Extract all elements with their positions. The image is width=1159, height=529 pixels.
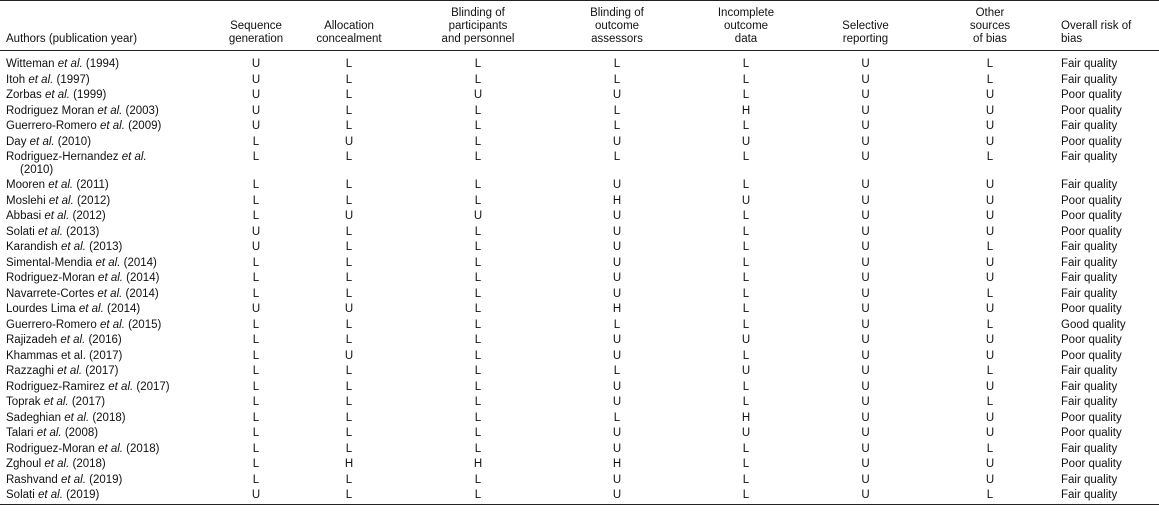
blinding-assessors-cell: U bbox=[612, 179, 622, 191]
author-cell: Abbasi et al. (2012) bbox=[6, 210, 106, 222]
incomplete-outcome-cell: L bbox=[742, 442, 750, 455]
blinding-participants-cell: L bbox=[474, 73, 482, 86]
sequence-generation-cell: L bbox=[252, 365, 260, 377]
blinding-assessors-cell: U bbox=[612, 241, 622, 253]
other-bias-cell: U bbox=[985, 104, 995, 117]
allocation-concealment-cell: L bbox=[345, 411, 353, 424]
incomplete-outcome-cell: U bbox=[741, 334, 751, 346]
overall-risk-cell: Fair quality bbox=[1061, 365, 1118, 377]
other-bias-cell: U bbox=[985, 210, 995, 222]
allocation-concealment-cell: H bbox=[344, 458, 354, 470]
allocation-concealment-cell: L bbox=[345, 151, 353, 163]
blinding-participants-cell: L bbox=[474, 334, 482, 346]
sequence-generation-cell: L bbox=[252, 427, 260, 439]
allocation-concealment-cell: L bbox=[345, 241, 353, 253]
allocation-concealment-cell: L bbox=[345, 104, 353, 117]
table-row bbox=[0, 240, 1159, 256]
author-cell: Day et al. (2010) bbox=[6, 135, 92, 148]
sequence-generation-cell: L bbox=[252, 256, 260, 269]
other-bias-cell: U bbox=[985, 303, 995, 315]
blinding-participants-cell: L bbox=[474, 120, 482, 132]
allocation-concealment-cell: L bbox=[345, 120, 353, 132]
allocation-concealment-cell: L bbox=[345, 427, 353, 439]
table-row bbox=[0, 256, 1159, 272]
table-row bbox=[0, 287, 1159, 303]
table-row bbox=[0, 135, 1159, 151]
table-row bbox=[0, 488, 1159, 504]
table-body bbox=[0, 51, 1159, 505]
table-row bbox=[0, 318, 1159, 334]
table-row bbox=[0, 302, 1159, 318]
blinding-participants-cell: L bbox=[474, 427, 482, 439]
incomplete-outcome-cell: U bbox=[741, 135, 751, 148]
other-bias-cell: U bbox=[985, 225, 995, 238]
incomplete-outcome-cell: L bbox=[742, 120, 750, 132]
blinding-assessors-cell: L bbox=[613, 411, 621, 424]
author-cell: Itoh et al. (1997) bbox=[6, 73, 90, 86]
blinding-participants-cell: L bbox=[474, 256, 482, 269]
table-row bbox=[0, 473, 1159, 489]
sequence-generation-cell: U bbox=[251, 89, 261, 101]
table-row bbox=[0, 194, 1159, 210]
selective-reporting-cell: U bbox=[861, 287, 870, 300]
allocation-concealment-cell: L bbox=[345, 380, 353, 393]
selective-reporting-cell: U bbox=[861, 194, 870, 207]
blinding-participants-cell: L bbox=[474, 135, 482, 148]
sequence-generation-cell: L bbox=[252, 272, 260, 284]
sequence-generation-cell: L bbox=[252, 135, 260, 148]
allocation-concealment-cell: L bbox=[345, 194, 353, 207]
allocation-concealment-cell: L bbox=[345, 89, 353, 101]
incomplete-outcome-cell: L bbox=[742, 151, 750, 163]
table-row bbox=[0, 73, 1159, 89]
blinding-assessors-cell: U bbox=[612, 473, 622, 486]
blinding-participants-cell: L bbox=[474, 179, 482, 191]
allocation-concealment-cell: L bbox=[345, 272, 353, 284]
blinding-participants-cell: U bbox=[473, 89, 483, 101]
overall-risk-cell: Poor quality bbox=[1061, 89, 1122, 101]
other-bias-cell: L bbox=[986, 489, 994, 501]
author-cell: Rajizadeh et al. (2016) bbox=[6, 334, 122, 346]
selective-reporting-cell: U bbox=[861, 458, 870, 470]
author-cell: Solati et al. (2013) bbox=[6, 225, 100, 238]
table-row bbox=[0, 333, 1159, 349]
other-bias-cell: U bbox=[985, 349, 995, 362]
sequence-generation-cell: U bbox=[251, 241, 261, 253]
table-row bbox=[0, 225, 1159, 241]
author-cell: Toprak et al. (2017) bbox=[6, 396, 106, 408]
header-blinding-participants: Blinding of participants and personnel bbox=[441, 7, 515, 45]
sequence-generation-cell: L bbox=[252, 396, 260, 408]
incomplete-outcome-cell: H bbox=[741, 411, 751, 424]
overall-risk-cell: Fair quality bbox=[1061, 256, 1118, 269]
overall-risk-cell: Poor quality bbox=[1061, 349, 1122, 362]
blinding-participants-cell: L bbox=[474, 287, 482, 300]
blinding-assessors-cell: L bbox=[613, 365, 621, 377]
blinding-participants-cell: L bbox=[474, 225, 482, 238]
allocation-concealment-cell: U bbox=[344, 349, 354, 362]
incomplete-outcome-cell: L bbox=[742, 458, 750, 470]
author-cell: Guerrero-Romero et al. (2015) bbox=[6, 318, 162, 331]
blinding-participants-cell: L bbox=[474, 411, 482, 424]
author-cell: Khammas et al. (2017) bbox=[6, 349, 123, 362]
other-bias-cell: U bbox=[985, 120, 995, 132]
sequence-generation-cell: U bbox=[251, 120, 261, 132]
selective-reporting-cell: U bbox=[861, 120, 870, 132]
blinding-participants-cell: L bbox=[474, 104, 482, 117]
allocation-concealment-cell: U bbox=[344, 303, 354, 315]
incomplete-outcome-cell: L bbox=[742, 210, 750, 222]
header-row bbox=[0, 1, 1159, 51]
blinding-participants-cell: L bbox=[474, 241, 482, 253]
header-authors: Authors (publication year) bbox=[6, 33, 138, 45]
incomplete-outcome-cell: L bbox=[742, 272, 750, 284]
overall-risk-cell: Fair quality bbox=[1061, 151, 1118, 163]
sequence-generation-cell: U bbox=[251, 225, 261, 238]
other-bias-cell: U bbox=[985, 179, 995, 191]
allocation-concealment-cell: L bbox=[345, 256, 353, 269]
blinding-participants-cell: L bbox=[474, 349, 482, 362]
blinding-assessors-cell: U bbox=[612, 489, 622, 501]
selective-reporting-cell: U bbox=[861, 411, 870, 424]
allocation-concealment-cell: L bbox=[345, 396, 353, 408]
sequence-generation-cell: U bbox=[251, 303, 261, 315]
selective-reporting-cell: U bbox=[861, 272, 870, 284]
incomplete-outcome-cell: U bbox=[741, 365, 751, 377]
author-cell: Rodriguez-Moran et al. (2018) bbox=[6, 442, 160, 455]
sequence-generation-cell: U bbox=[251, 58, 261, 70]
blinding-participants-cell: L bbox=[474, 318, 482, 331]
sequence-generation-cell: U bbox=[251, 489, 261, 501]
selective-reporting-cell: U bbox=[861, 104, 870, 117]
blinding-assessors-cell: U bbox=[612, 256, 622, 269]
selective-reporting-cell: U bbox=[861, 303, 870, 315]
blinding-participants-cell: L bbox=[474, 194, 482, 207]
table-row bbox=[0, 364, 1159, 380]
allocation-concealment-cell: L bbox=[345, 179, 353, 191]
blinding-assessors-cell: H bbox=[612, 194, 622, 207]
blinding-assessors-cell: L bbox=[613, 104, 621, 117]
blinding-assessors-cell: U bbox=[612, 135, 622, 148]
incomplete-outcome-cell: L bbox=[742, 241, 750, 253]
sequence-generation-cell: L bbox=[252, 318, 260, 331]
sequence-generation-cell: L bbox=[252, 334, 260, 346]
overall-risk-cell: Fair quality bbox=[1061, 380, 1118, 393]
blinding-assessors-cell: U bbox=[612, 396, 622, 408]
table-row bbox=[0, 209, 1159, 225]
blinding-participants-cell: L bbox=[474, 473, 482, 486]
overall-risk-cell: Poor quality bbox=[1061, 303, 1122, 315]
author-cell: Rodriguez Moran et al. (2003) bbox=[6, 104, 159, 117]
other-bias-cell: U bbox=[985, 458, 995, 470]
blinding-assessors-cell: L bbox=[613, 73, 621, 86]
author-cell: Rashvand et al. (2019) bbox=[6, 473, 123, 486]
incomplete-outcome-cell: L bbox=[742, 58, 750, 70]
other-bias-cell: U bbox=[985, 194, 995, 207]
author-cell: Witteman et al. (1994) bbox=[6, 58, 120, 70]
other-bias-cell: L bbox=[986, 365, 994, 377]
other-bias-cell: U bbox=[985, 473, 995, 486]
blinding-participants-cell: L bbox=[474, 303, 482, 315]
overall-risk-cell: Poor quality bbox=[1061, 210, 1122, 222]
blinding-assessors-cell: U bbox=[612, 442, 622, 455]
allocation-concealment-cell: L bbox=[345, 225, 353, 238]
header-other-bias: Other sources of bias bbox=[969, 7, 1011, 45]
table-row bbox=[0, 395, 1159, 411]
blinding-assessors-cell: U bbox=[612, 334, 622, 346]
blinding-assessors-cell: L bbox=[613, 318, 621, 331]
selective-reporting-cell: U bbox=[861, 489, 870, 501]
header-sequence-generation: Sequence generation bbox=[228, 20, 284, 45]
selective-reporting-cell: U bbox=[861, 334, 870, 346]
table-row bbox=[0, 380, 1159, 396]
incomplete-outcome-cell: U bbox=[741, 194, 751, 207]
header-overall-risk: Overall risk of bias bbox=[1061, 20, 1132, 45]
blinding-participants-cell: L bbox=[474, 489, 482, 501]
blinding-assessors-cell: U bbox=[612, 272, 622, 284]
blinding-participants-cell: L bbox=[474, 442, 482, 455]
author-cell: Simental-Mendia et al. (2014) bbox=[6, 256, 157, 269]
incomplete-outcome-cell: L bbox=[742, 89, 750, 101]
table-row bbox=[0, 411, 1159, 427]
author-cell: Moslehi et al. (2012) bbox=[6, 194, 111, 207]
author-cell: Rodriguez-Hernandez et al. (2010) bbox=[6, 151, 147, 176]
incomplete-outcome-cell: L bbox=[742, 303, 750, 315]
blinding-assessors-cell: U bbox=[612, 349, 622, 362]
other-bias-cell: U bbox=[985, 272, 995, 284]
sequence-generation-cell: U bbox=[251, 104, 261, 117]
selective-reporting-cell: U bbox=[861, 58, 870, 70]
header-allocation-concealment: Allocation concealment bbox=[316, 20, 382, 45]
incomplete-outcome-cell: L bbox=[742, 287, 750, 300]
other-bias-cell: U bbox=[985, 89, 995, 101]
selective-reporting-cell: U bbox=[861, 241, 870, 253]
table-row bbox=[0, 119, 1159, 135]
selective-reporting-cell: U bbox=[861, 135, 870, 148]
table-row bbox=[0, 178, 1159, 194]
other-bias-cell: L bbox=[986, 241, 994, 253]
incomplete-outcome-cell: L bbox=[742, 73, 750, 86]
other-bias-cell: L bbox=[986, 58, 994, 70]
blinding-assessors-cell: L bbox=[613, 151, 621, 163]
incomplete-outcome-cell: H bbox=[741, 104, 751, 117]
overall-risk-cell: Good quality bbox=[1061, 318, 1126, 331]
overall-risk-cell: Fair quality bbox=[1061, 120, 1118, 132]
sequence-generation-cell: L bbox=[252, 349, 260, 362]
blinding-participants-cell: L bbox=[474, 380, 482, 393]
incomplete-outcome-cell: L bbox=[742, 256, 750, 269]
table-row bbox=[0, 104, 1159, 120]
table-row bbox=[0, 51, 1159, 73]
author-cell: Solati et al. (2019) bbox=[6, 489, 100, 501]
overall-risk-cell: Fair quality bbox=[1061, 396, 1118, 408]
allocation-concealment-cell: L bbox=[345, 473, 353, 486]
author-cell: Zghoul et al. (2018) bbox=[6, 458, 106, 470]
blinding-participants-cell: L bbox=[474, 272, 482, 284]
incomplete-outcome-cell: L bbox=[742, 380, 750, 393]
other-bias-cell: L bbox=[986, 73, 994, 86]
header-incomplete-outcome: Incomplete outcome data bbox=[717, 7, 775, 45]
overall-risk-cell: Fair quality bbox=[1061, 58, 1118, 70]
blinding-participants-cell: L bbox=[474, 151, 482, 163]
blinding-assessors-cell: U bbox=[612, 380, 622, 393]
incomplete-outcome-cell: L bbox=[742, 225, 750, 238]
blinding-assessors-cell: H bbox=[612, 303, 622, 315]
table-header bbox=[0, 1, 1159, 51]
blinding-assessors-cell: H bbox=[612, 458, 622, 470]
table-row bbox=[0, 349, 1159, 365]
overall-risk-cell: Poor quality bbox=[1061, 104, 1122, 117]
other-bias-cell: L bbox=[986, 318, 994, 331]
incomplete-outcome-cell: L bbox=[742, 179, 750, 191]
overall-risk-cell: Poor quality bbox=[1061, 458, 1122, 470]
blinding-participants-cell: L bbox=[474, 396, 482, 408]
sequence-generation-cell: L bbox=[252, 287, 260, 300]
author-cell: Lourdes Lima et al. (2014) bbox=[6, 303, 141, 315]
overall-risk-cell: Poor quality bbox=[1061, 427, 1122, 439]
incomplete-outcome-cell: L bbox=[742, 489, 750, 501]
other-bias-cell: U bbox=[985, 427, 995, 439]
author-cell: Navarrete-Cortes et al. (2014) bbox=[6, 287, 159, 300]
sequence-generation-cell: U bbox=[251, 73, 261, 86]
selective-reporting-cell: U bbox=[861, 365, 870, 377]
overall-risk-cell: Fair quality bbox=[1061, 442, 1118, 455]
blinding-assessors-cell: L bbox=[613, 120, 621, 132]
selective-reporting-cell: U bbox=[861, 256, 870, 269]
sequence-generation-cell: L bbox=[252, 179, 260, 191]
overall-risk-cell: Poor quality bbox=[1061, 334, 1122, 346]
blinding-assessors-cell: U bbox=[612, 287, 622, 300]
selective-reporting-cell: U bbox=[861, 73, 870, 86]
author-cell: Karandish et al. (2013) bbox=[6, 241, 123, 253]
selective-reporting-cell: U bbox=[861, 151, 870, 163]
incomplete-outcome-cell: L bbox=[742, 318, 750, 331]
other-bias-cell: U bbox=[985, 411, 995, 424]
incomplete-outcome-cell: U bbox=[741, 427, 751, 439]
selective-reporting-cell: U bbox=[861, 442, 870, 455]
table-row bbox=[0, 150, 1159, 178]
blinding-assessors-cell: U bbox=[612, 427, 622, 439]
author-cell: Rodriguez-Moran et al. (2014) bbox=[6, 272, 160, 284]
blinding-assessors-cell: U bbox=[612, 210, 622, 222]
incomplete-outcome-cell: L bbox=[742, 396, 750, 408]
selective-reporting-cell: U bbox=[861, 349, 870, 362]
other-bias-cell: U bbox=[985, 380, 995, 393]
table-row bbox=[0, 88, 1159, 104]
allocation-concealment-cell: L bbox=[345, 318, 353, 331]
incomplete-outcome-cell: L bbox=[742, 473, 750, 486]
sequence-generation-cell: L bbox=[252, 411, 260, 424]
author-cell: Sadeghian et al. (2018) bbox=[6, 411, 126, 424]
allocation-concealment-cell: L bbox=[345, 489, 353, 501]
selective-reporting-cell: U bbox=[861, 396, 870, 408]
allocation-concealment-cell: U bbox=[344, 135, 354, 148]
overall-risk-cell: Poor quality bbox=[1061, 411, 1122, 424]
incomplete-outcome-cell: L bbox=[742, 349, 750, 362]
selective-reporting-cell: U bbox=[861, 473, 870, 486]
blinding-participants-cell: U bbox=[473, 210, 483, 222]
other-bias-cell: L bbox=[986, 287, 994, 300]
overall-risk-cell: Fair quality bbox=[1061, 272, 1118, 284]
sequence-generation-cell: L bbox=[252, 380, 260, 393]
sequence-generation-cell: L bbox=[252, 151, 260, 163]
sequence-generation-cell: L bbox=[252, 194, 260, 207]
header-blinding-assessors: Blinding of outcome assessors bbox=[590, 7, 644, 45]
table-row bbox=[0, 457, 1159, 473]
table-row bbox=[0, 442, 1159, 458]
blinding-participants-cell: L bbox=[474, 58, 482, 70]
blinding-participants-cell: L bbox=[474, 365, 482, 377]
selective-reporting-cell: U bbox=[861, 225, 870, 238]
selective-reporting-cell: U bbox=[861, 318, 870, 331]
overall-risk-cell: Fair quality bbox=[1061, 73, 1118, 86]
allocation-concealment-cell: L bbox=[345, 58, 353, 70]
sequence-generation-cell: L bbox=[252, 473, 260, 486]
overall-risk-cell: Fair quality bbox=[1061, 241, 1118, 253]
blinding-assessors-cell: L bbox=[613, 58, 621, 70]
blinding-assessors-cell: U bbox=[612, 225, 622, 238]
other-bias-cell: L bbox=[986, 396, 994, 408]
selective-reporting-cell: U bbox=[861, 210, 870, 222]
author-cell: Guerrero-Romero et al. (2009) bbox=[6, 120, 162, 132]
other-bias-cell: U bbox=[985, 334, 995, 346]
table-row bbox=[0, 271, 1159, 287]
allocation-concealment-cell: L bbox=[345, 334, 353, 346]
other-bias-cell: L bbox=[986, 442, 994, 455]
overall-risk-cell: Fair quality bbox=[1061, 489, 1118, 501]
table-row bbox=[0, 426, 1159, 442]
sequence-generation-cell: L bbox=[252, 210, 260, 222]
overall-risk-cell: Poor quality bbox=[1061, 225, 1122, 238]
overall-risk-cell: Poor quality bbox=[1061, 135, 1122, 148]
allocation-concealment-cell: L bbox=[345, 287, 353, 300]
author-cell: Razzaghi et al. (2017) bbox=[6, 365, 119, 377]
selective-reporting-cell: U bbox=[861, 380, 870, 393]
header-selective-reporting: Selective reporting bbox=[842, 20, 889, 45]
overall-risk-cell: Fair quality bbox=[1061, 287, 1118, 300]
selective-reporting-cell: U bbox=[861, 427, 870, 439]
overall-risk-cell: Fair quality bbox=[1061, 473, 1118, 486]
blinding-participants-cell: H bbox=[473, 458, 483, 470]
selective-reporting-cell: U bbox=[861, 89, 870, 101]
author-cell: Talari et al. (2008) bbox=[6, 427, 99, 439]
author-cell: Rodriguez-Ramirez et al. (2017) bbox=[6, 380, 170, 393]
overall-risk-cell: Poor quality bbox=[1061, 194, 1122, 207]
blinding-assessors-cell: U bbox=[612, 89, 622, 101]
overall-risk-cell: Fair quality bbox=[1061, 179, 1118, 191]
allocation-concealment-cell: L bbox=[345, 365, 353, 377]
allocation-concealment-cell: U bbox=[344, 210, 354, 222]
allocation-concealment-cell: L bbox=[345, 73, 353, 86]
other-bias-cell: U bbox=[985, 256, 995, 269]
author-cell: Zorbas et al. (1999) bbox=[6, 89, 107, 101]
sequence-generation-cell: L bbox=[252, 458, 260, 470]
other-bias-cell: U bbox=[985, 135, 995, 148]
allocation-concealment-cell: L bbox=[345, 442, 353, 455]
sequence-generation-cell: L bbox=[252, 442, 260, 455]
selective-reporting-cell: U bbox=[861, 179, 870, 191]
author-cell: Mooren et al. (2011) bbox=[6, 179, 109, 191]
other-bias-cell: L bbox=[986, 151, 994, 163]
